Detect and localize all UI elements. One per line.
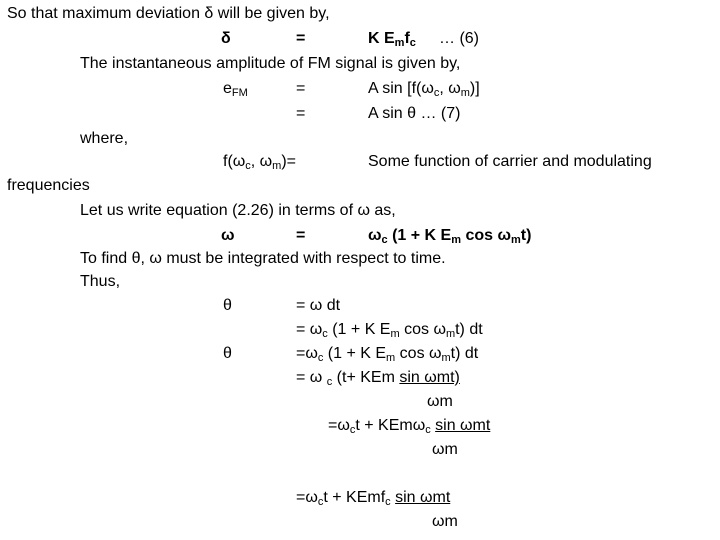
delta-symbol: δ [221, 30, 231, 47]
equals-sign: = [296, 105, 306, 122]
where-label: where, [80, 130, 129, 147]
integral-step-1: = ω dt [296, 297, 341, 314]
omega-symbol: ω [221, 227, 235, 244]
equation-6: K $E_mf_c$ [368, 30, 416, 49]
to-find-line: To find θ, ω must be integrated with respect to time. [80, 250, 446, 267]
equation-7: A sin θ … (7) [368, 105, 461, 122]
equals-sign: = [296, 227, 306, 244]
integral-step-6: $=\omega_ct$ + KEmf$_c$ sin ωmt [296, 489, 451, 508]
theta-symbol: θ [223, 345, 232, 362]
asin-function-expression: A $\sin [f(\omega_c$, $\omega_m$)] [368, 80, 480, 99]
equals-sign: = [296, 80, 306, 97]
let-us-line: Let us write equation (2.26) in terms of ω as, [80, 202, 396, 219]
equals-sign: = [296, 30, 306, 47]
amplitude-line: The instantaneous amplitude of FM signal is given by, [80, 55, 461, 72]
intro-line: So that maximum deviation δ will be given by, [7, 5, 330, 22]
integral-step-5: $=\omega_ct + KEm\omega_c$ sin ωmt [328, 417, 491, 436]
integral-step-4: = ω $_c$ (t+ KEm sin ωmt) [296, 369, 460, 388]
omega-equation: $\omega_c$ (1 + K $E_m$ $\cos \omega_mt$) [368, 227, 532, 246]
denominator: ωm [432, 441, 458, 458]
function-description: Some function of carrier and modulating [368, 153, 652, 170]
denominator: ωm [427, 393, 453, 410]
efm-symbol: $e_{FM}$ [223, 80, 248, 99]
function-definition: $f(\omega_c$, $\omega_m)=$ [223, 153, 296, 172]
thus-label: Thus, [80, 273, 121, 290]
integral-step-3: $=\omega_c$ (1 + K $E_m$ $\cos \omega_mt$) dt [296, 345, 479, 364]
equation-6-ref: … (6) [439, 30, 479, 47]
frequencies-word: frequencies [7, 177, 90, 194]
integral-step-2: = $\omega_c$ (1 + K $E_m$ $\cos \omega_mt$) dt [296, 321, 483, 340]
denominator: ωm [432, 513, 458, 530]
theta-symbol: θ [223, 297, 232, 314]
